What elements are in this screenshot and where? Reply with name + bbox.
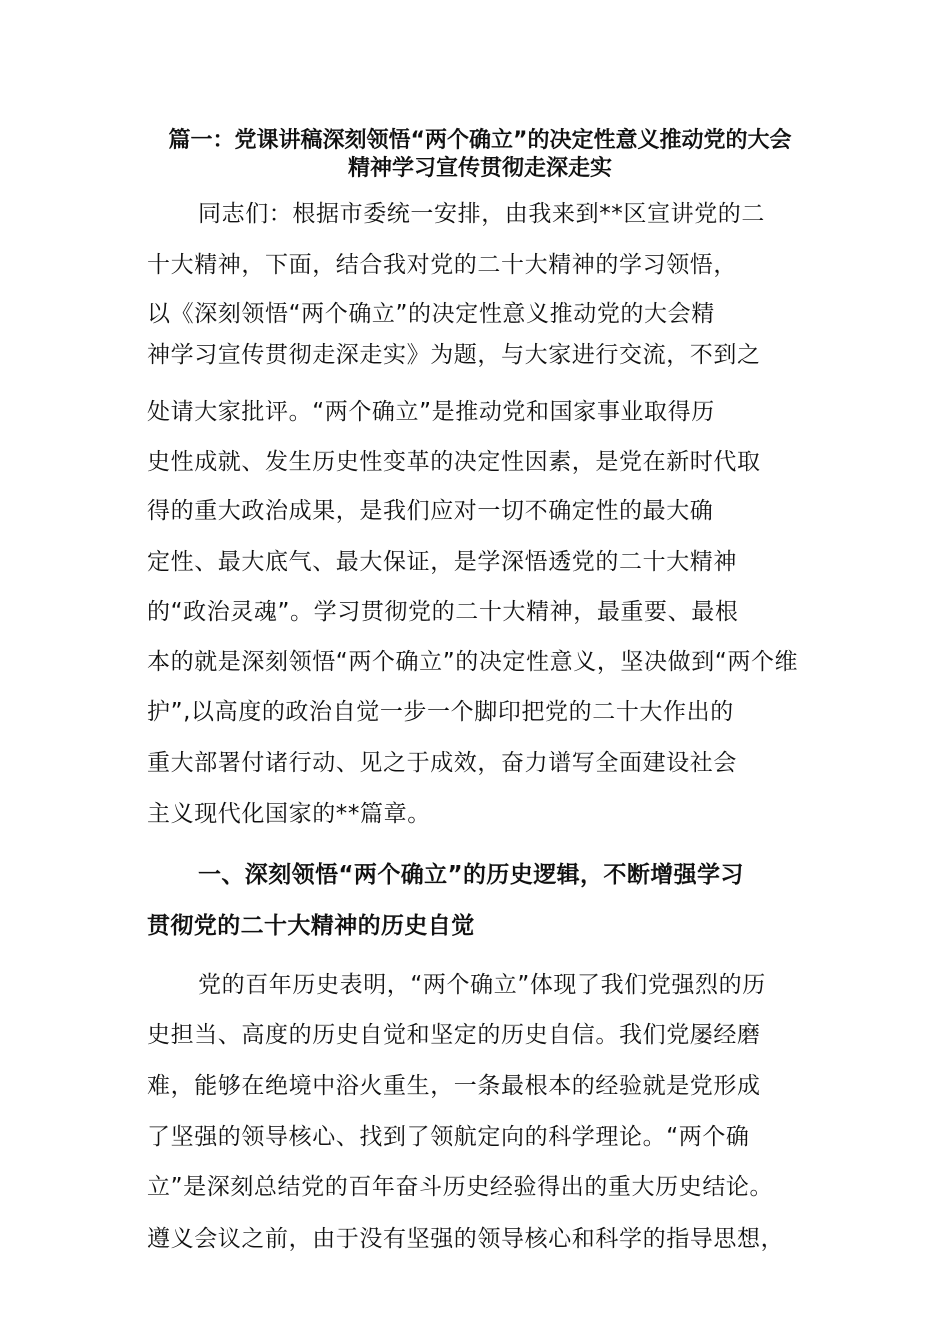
- intro-line: 处请大家批评。“两个确立”是推动党和国家事业取得历: [147, 399, 715, 425]
- section-body-line: 史担当、高度的历史自觉和坚定的历史自信。我们党屡经磨: [147, 1022, 761, 1048]
- intro-line: 主义现代化国家的**篇章。: [147, 801, 431, 827]
- section-body-line: 难，能够在绝境中浴火重生，一条最根本的经验就是党形成: [147, 1073, 761, 1099]
- section-body-line: 立”是深刻总结党的百年奋斗历史经验得出的重大历史结论。: [147, 1174, 774, 1200]
- section-body-line: 党的百年历史表明，“两个确立”体现了我们党强烈的历: [198, 972, 766, 998]
- intro-line: 定性、最大底气、最大保证，是学深悟透党的二十大精神: [147, 549, 737, 575]
- intro-line: 十大精神，下面，结合我对党的二十大精神的学习领悟，: [147, 252, 737, 278]
- intro-line: 重大部署付诸行动、见之于成效，奋力谱写全面建设社会: [147, 750, 737, 776]
- section-body-line: 遵义会议之前，由于没有坚强的领导核心和科学的指导思想，: [147, 1226, 785, 1252]
- section-body-line: 了坚强的领导核心、找到了领航定向的科学理论。“两个确: [147, 1124, 750, 1150]
- intro-line: 史性成就、发生历史性变革的决定性因素，是党在新时代取: [147, 449, 761, 475]
- intro-line: 同志们：根据市委统一安排，由我来到**区宣讲党的二: [198, 201, 765, 227]
- intro-line: 神学习宣传贯彻走深走实》为题，与大家进行交流，不到之: [147, 342, 761, 368]
- section-heading-line: 一、深刻领悟“两个确立”的历史逻辑，不断增强学习: [198, 862, 744, 888]
- intro-line: 的“政治灵魂”。学习贯彻党的二十大精神，最重要、最根: [147, 599, 739, 625]
- document-title-line-1: 篇一：党课讲稿深刻领悟“两个确立”的决定性意义推动党的大会: [168, 128, 792, 153]
- intro-line: 以《深刻领悟“两个确立”的决定性意义推动党的大会精: [147, 301, 715, 327]
- intro-line: 护”,以高度的政治自觉一步一个脚印把党的二十大作出的: [147, 699, 734, 725]
- intro-line: 本的就是深刻领悟“两个确立”的决定性意义，坚决做到“两个维: [147, 649, 799, 675]
- section-heading-line: 贯彻党的二十大精神的历史自觉: [147, 913, 475, 939]
- document-title-line-2: 精神学习宣传贯彻走深走实: [347, 156, 612, 181]
- intro-line: 得的重大政治成果，是我们应对一切不确定性的最大确: [147, 498, 714, 524]
